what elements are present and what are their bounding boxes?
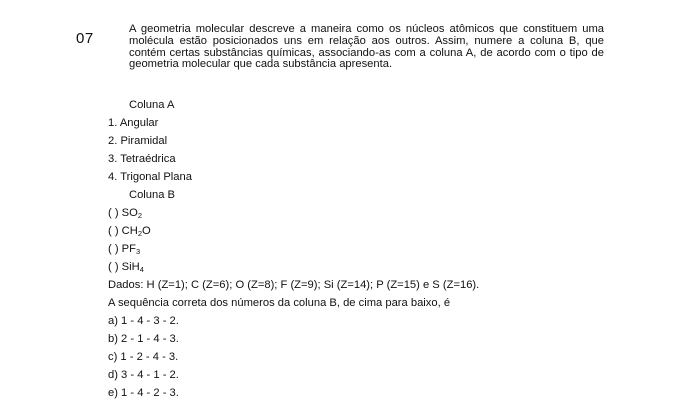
formula: $SO_2$ — [121, 207, 143, 220]
given-data: Dados: H (Z=1); C (Z=6); O (Z=8); F (Z=9); Si (Z=14); P (Z=15) e S (Z=16). — [108, 279, 480, 291]
question-number: 07 — [76, 30, 94, 47]
option-e[interactable]: e) 1 - 4 - 2 - 3. — [108, 387, 179, 399]
column-b-item — [108, 204, 151, 222]
column-b-list — [108, 204, 151, 276]
column-a-list — [108, 114, 192, 186]
blank-parentheses: ( ) — [108, 243, 119, 255]
option-b[interactable]: b) 2 - 1 - 4 - 3. — [108, 333, 179, 345]
option-d[interactable]: d) 3 - 4 - 1 - 2. — [108, 369, 179, 381]
column-a-item: 2. Piramidal — [108, 135, 168, 147]
column-a-item: 4. Trigonal Plana — [108, 171, 192, 183]
blank-parentheses: ( ) — [108, 261, 119, 273]
formula: SiH$_4$ — [121, 261, 144, 274]
question-stem: A geometria molecular descreve a maneira como os núcleos atômicos que constituem uma molécula estão posicionados uns em relação aos outros. Assim, numere a coluna B, que contém certas substâncias químicas, associando-as com a coluna A, de acordo com o tipo de geometria molecular que cada substância apresenta. — [129, 23, 604, 71]
column-b-title: Coluna B — [129, 189, 176, 201]
formula: $PF_3$ — [121, 243, 141, 256]
blank-parentheses: ( ) — [108, 225, 119, 237]
column-a-item: 1. Angular — [108, 117, 159, 129]
column-b-item — [108, 240, 151, 258]
column-a-title: Coluna A — [129, 99, 175, 111]
question-prompt: A sequência correta dos números da coluna B, de cima para baixo, é — [108, 297, 451, 309]
blank-parentheses: ( ) — [108, 207, 119, 219]
column-b-item — [108, 222, 151, 240]
option-a[interactable]: a) 1 - 4 - 3 - 2. — [108, 315, 179, 327]
column-b-item — [108, 258, 151, 276]
option-c[interactable]: c) 1 - 2 - 4 - 3. — [108, 351, 179, 363]
formula: $CH_2O$ — [121, 225, 151, 238]
column-a-item: 3. Tetraédrica — [108, 153, 176, 165]
answers-section — [108, 294, 450, 402]
